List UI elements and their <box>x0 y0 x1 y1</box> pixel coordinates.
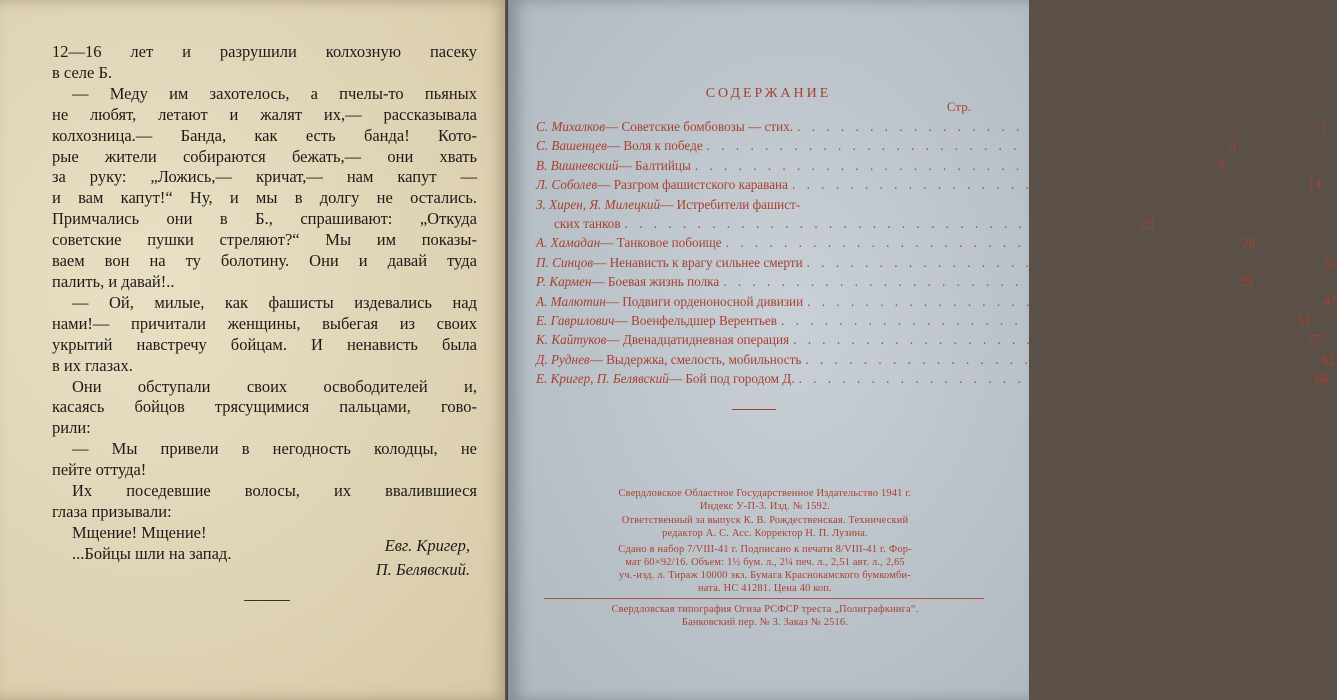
text-line: 12—16 лет и разрушили колхозную пасеку <box>52 42 477 61</box>
toc-entry <box>536 292 1337 311</box>
text-line: в их глазах. <box>52 355 133 375</box>
text-line: касаясь бойцов трясущимися пальцами, гово- <box>52 397 477 417</box>
toc-title: — Подвиги орденоносной дивизии <box>605 293 804 309</box>
imprint-publisher <box>530 487 1000 513</box>
toc-leader: . . . . . . . . . . . . . . . . . . . . . . . . . . . . . . . . . . . <box>797 119 1301 134</box>
toc-title: — Воля к победе <box>606 138 703 154</box>
toc-page: 33 <box>1322 254 1337 270</box>
author-line: П. Белявский. <box>375 560 470 579</box>
text-line: пейте оттуда! <box>52 460 147 480</box>
text-line: — Ой, милые, как фашисты издевались над <box>72 292 477 312</box>
toc-leader: . . . . . . . . . . . . . . . . . . . . . . . . . . . . . . . . . . . <box>807 293 1311 309</box>
text-line: Примчались они в Б., спрашивают: „Откуда <box>52 209 477 229</box>
toc-title: — Советские бомбовозы — стих. <box>604 119 794 134</box>
toc-page: 9 <box>1217 157 1225 173</box>
text-line: — Меду им захотелось, а пчелы-то пьяных <box>72 83 477 103</box>
text-line: колхозница.— Банда, как есть банда! Кото- <box>52 125 477 145</box>
imprint-line: Сдано в набор 7/VIII-41 г. Подписано к печати 8/VIII-41 г. Фор- <box>618 544 912 555</box>
toc-page: 57 <box>1309 332 1323 348</box>
imprint-line: уч.-изд. л. Тираж 10000 экз. Бумага Краснокамского бумкомби- <box>619 570 911 581</box>
toc-title: — Двенадцатидневная операция <box>606 332 790 348</box>
text-line: Мщение! Мщение! <box>72 522 207 542</box>
toc-title: — Боевая жизнь полка <box>591 274 720 290</box>
text-line: в селе Б. <box>52 62 113 82</box>
toc-entry <box>536 253 1337 272</box>
contents-title: СОДЕРЖАНИЕ <box>705 86 832 101</box>
toc-leader: . . . . . . . . . . . . . . . . . . . . . . . . . . . . . . . . . . . <box>805 351 1309 367</box>
toc-author: В. Вишневский <box>536 157 619 173</box>
right-page <box>508 0 1337 700</box>
toc-author: Д. Руднев <box>536 351 590 367</box>
text-line: ...Бойцы шли на запад. <box>72 543 232 563</box>
page-column-label: Стр. <box>946 99 971 114</box>
toc-title: — Разгром фашистского каравана <box>597 177 788 193</box>
text-line: — Мы привели в негодность колодцы, не <box>72 439 477 459</box>
toc-author: А. Малютин <box>536 293 606 309</box>
text-line: Они обступали своих освободителей и, <box>72 376 477 396</box>
toc-page: 28 <box>1241 235 1256 251</box>
imprint-line: Индекс У-П-3. Изд. № 1592. <box>699 501 831 512</box>
toc-title: — Военфельдшер Верентьев <box>614 313 778 329</box>
toc-entry <box>536 175 1322 194</box>
toc-author: С. Вашенцев <box>536 138 607 154</box>
toc-page: 53 <box>1297 313 1311 329</box>
text-line: рые жители собираются бежать,— они хвать <box>52 146 477 166</box>
imprint-line: Банковский пер. № 3. Заказ № 2516. <box>681 617 849 628</box>
toc-entry <box>536 330 1323 349</box>
imprint-line: Свердловская типография Огиза РСФСР треста „Полиграфкнига“. <box>611 604 919 615</box>
toc-leader: . . . . . . . . . . . . . . . . . . . . . . . . . . . . . . . . . . . <box>806 254 1311 270</box>
imprint-printer <box>530 603 1000 629</box>
toc-author: Е. Гаврилович <box>536 313 615 329</box>
imprint-line: редактор А. С. Асс. Корректор Н. П. Лузина. <box>662 528 868 539</box>
toc-entry <box>536 117 1327 136</box>
toc-page: 39 <box>1239 274 1253 290</box>
text-line: не любят, летают и жалят их,— рассказывала <box>52 104 477 124</box>
toc-author: С. Михалков <box>536 119 605 134</box>
text-line: нами!— причитали женщины, выбегая из своих <box>52 313 477 333</box>
toc-leader: . . . . . . . . . . . . . . . . . . . . . . . . . . . . . . . . . . . <box>791 177 1296 193</box>
toc-title: — Истребители фашист- <box>660 196 801 212</box>
text-line: и вам капут!“ Ну, и мы в долгу не остались. <box>52 188 477 208</box>
text-line: за руку: „Ложись,— кричат,— нам капут — <box>52 167 477 187</box>
toc-entry <box>536 272 1253 291</box>
toc-page: 68 <box>1314 371 1329 387</box>
toc-entry <box>536 311 1311 330</box>
toc-entry <box>536 350 1335 369</box>
toc-author: К. Кайтуков <box>536 332 607 348</box>
toc-leader: . . . . . . . . . . . . . . . . . . . . . . . . . . . . . . . . . . . <box>798 371 1303 387</box>
imprint-specs <box>530 543 1000 595</box>
text-line: рили: <box>52 418 91 438</box>
toc-leader: . . . . . . . . . . . . . . . . . . . . . . . . . . . . . . . . . . . <box>694 157 1199 173</box>
toc-leader: . . . . . . . . . . . . . . . . . . . . . . . . . . . . . . . . . . . <box>706 138 1211 154</box>
toc-author: Е. Кригер, П. Белявский <box>536 371 669 387</box>
contents-end-rule <box>732 409 776 410</box>
toc-author: А. Хамадан <box>536 235 601 251</box>
toc-leader: . . . . . . . . . . . . . . . . . . . . . . . . . . . . . . . . . . . <box>793 332 1297 348</box>
toc-author: П. Синцов <box>536 254 594 270</box>
text-line: ваем вон на ту болотину. Они и давай туда <box>52 251 477 271</box>
toc-page: 47 <box>1323 293 1337 309</box>
toc-leader: . . . . . . . . . . . . . . . . . . . . . . . . . . . . . . . . . . . <box>723 274 1227 290</box>
text-line: палить, и давай!.. <box>52 271 175 291</box>
toc-author: Л. Соболев <box>536 177 598 193</box>
end-rule <box>244 600 290 601</box>
toc-title: — Бой под городом Д. <box>668 371 795 387</box>
toc-author: Р. Кармен <box>536 274 592 290</box>
toc-entry <box>536 233 1256 252</box>
toc-entry <box>536 156 1225 175</box>
toc-title: ских танков <box>554 216 621 232</box>
toc-page: 14 <box>1308 177 1322 193</box>
toc-leader: . . . . . . . . . . . . . . . . . . . . . . . . . . . . . . . . . . . <box>725 235 1230 251</box>
article-text <box>52 42 477 565</box>
toc-author: З. Хирен, Я. Милецкий <box>536 196 661 212</box>
toc-title: — Ненависть к врагу сильнее смерти <box>593 254 803 270</box>
text-line: Их поседевшие волосы, их ввалившиеся <box>72 481 477 501</box>
toc-title: — Балтийцы <box>618 157 691 173</box>
author-line: Евг. Кригер, <box>384 536 470 555</box>
imprint-responsible <box>530 514 1000 540</box>
text-line: укрытий навстречу бойцам. И ненависть была <box>52 334 477 354</box>
toc-page: 1 <box>1320 119 1327 134</box>
toc-leader: . . . . . . . . . . . . . . . . . . . . . . . . . . . . . . . . . . . <box>781 313 1285 329</box>
toc-title: — Выдержка, смелость, мобильность <box>589 351 802 367</box>
text-line: глаза призывали: <box>52 501 172 521</box>
toc-page: 4 <box>1229 138 1237 154</box>
text-line: советские пушки стреляют?“ Мы им показы- <box>52 230 477 250</box>
imprint-line: мат 60×92/16. Объем: 1½ бум. л., 2¼ печ. л., 2,51 авт. л., 2,65 <box>625 557 905 568</box>
toc-entry <box>536 369 1329 388</box>
imprint-divider <box>544 598 984 599</box>
table-of-contents <box>536 117 1337 389</box>
toc-page: 62 <box>1321 351 1335 367</box>
imprint-line: Ответственный за выпуск К. В. Рождественская. Технический <box>621 515 909 526</box>
left-page <box>0 0 508 700</box>
toc-leader: . . . . . . . . . . . . . . . . . . . . . . . . . . . . . . . . . . . <box>624 216 1129 232</box>
toc-entry <box>536 136 1237 155</box>
article-authors <box>376 534 470 582</box>
imprint-line: Свердловское Областное Государственное Издательство 1941 г. <box>618 488 912 499</box>
toc-title: — Танковое побоище <box>600 235 722 251</box>
toc-entry <box>536 195 972 214</box>
toc-entry-continued <box>536 214 1155 233</box>
toc-page: 23 <box>1140 216 1155 232</box>
imprint-line: ната. НС 41281. Цена 40 коп. <box>698 583 832 594</box>
